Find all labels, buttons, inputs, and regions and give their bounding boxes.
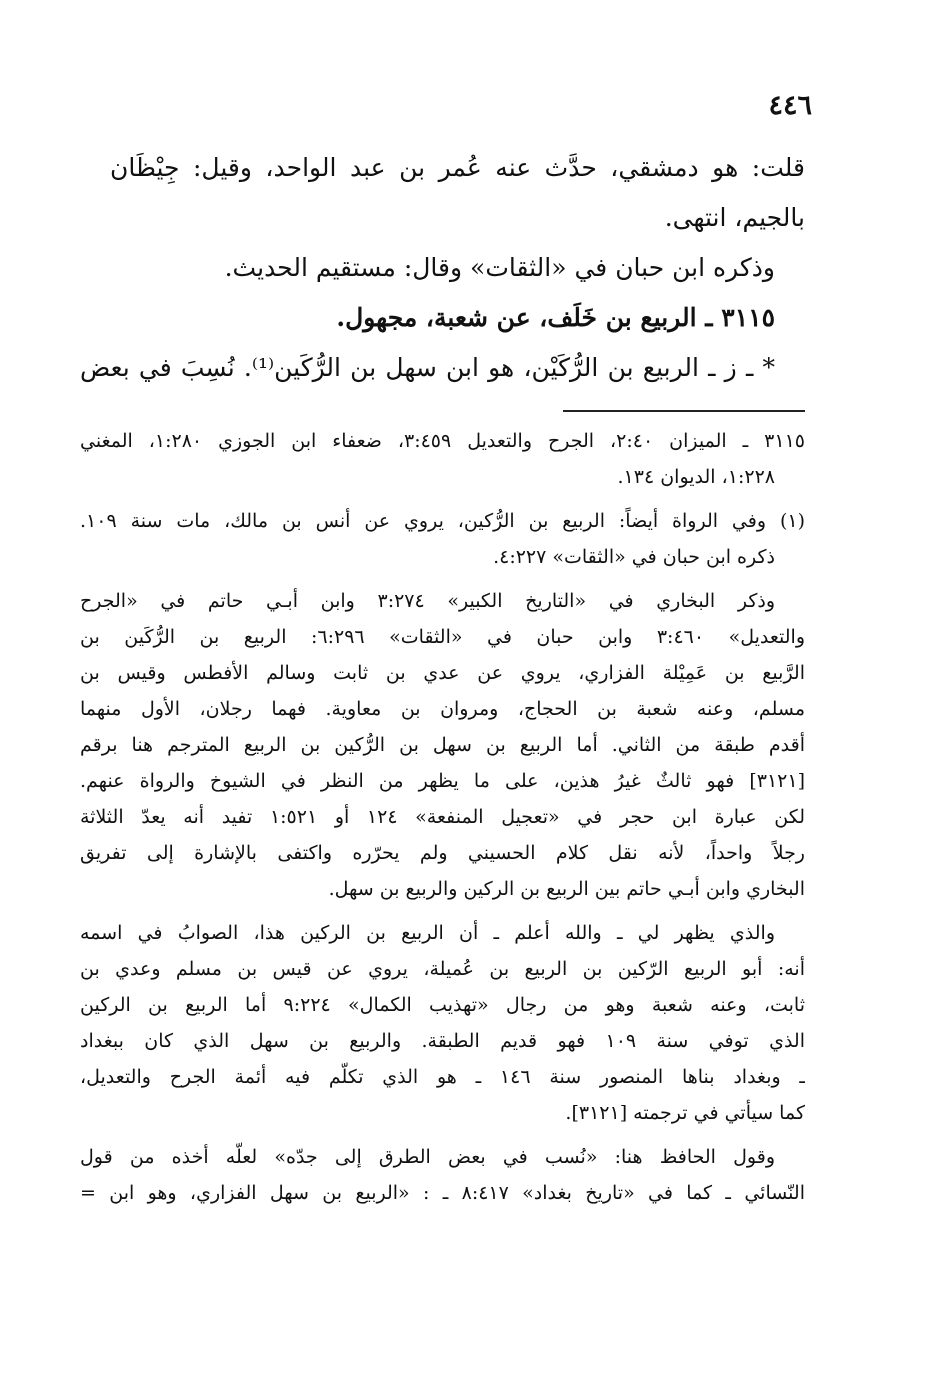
footnote-line: مسلم، وعنه شعبة بن الحجاج، ومروان بن معاوية. فهما رجلان، الأول منهما bbox=[80, 698, 805, 720]
footnote-line: [٣١٢١] فهو ثالثٌ غيرُ هذين، على ما يظهر من النظر في الشيوخ والرواة عنهم. bbox=[80, 770, 805, 792]
footnote-line: ذكره ابن حبان في «الثقات» ٤:٢٢٧. bbox=[493, 546, 775, 568]
footnote-line: كما سيأتي في ترجمته [٣١٢١]. bbox=[565, 1102, 805, 1124]
footnote-line: وذكر البخاري في «التاريخ الكبير» ٣:٢٧٤ وابن أبـي حاتم في «الجرح bbox=[80, 590, 775, 612]
footnote-line: ٣١١٥ ـ الميزان ٢:٤٠، الجرح والتعديل ٣:٤٥٩، ضعفاء ابن الجوزي ١:٢٨٠، المغني bbox=[80, 430, 805, 452]
footnote-separator bbox=[563, 410, 805, 412]
footnote-line: ثابت، وعنه شعبة وهو من رجال «تهذيب الكمال» ٩:٢٢٤ أما الربيع بن الركين bbox=[80, 994, 805, 1016]
footnote-line: لكن عبارة ابن حجر في «تعجيل المنفعة» ١٢٤ أو ١:٥٢١ تفيد أنه يعدّ الثلاثة bbox=[80, 806, 805, 828]
footnote-line: والتعديل» ٣:٤٦٠ وابن حبان في «الثقات» ٦:٢٩٦: الربيع بن الرُّكَين بن bbox=[80, 626, 805, 648]
footnote-line: رجلاً واحداً، لأنه نقل كلام الحسيني ولم يحرّره واكتفى بالإشارة إلى تفريق bbox=[80, 842, 805, 864]
footnote-line: ١:٢٢٨، الديوان ١٣٤. bbox=[617, 466, 775, 488]
footnote-line: (١) وفي الرواة أيضاً: الربيع بن الرُّكين، يروي عن أنس بن مالك، مات سنة ١٠٩. bbox=[80, 510, 805, 532]
main-text-line: بالجيم، انتهى. bbox=[664, 203, 805, 232]
footnote-line: وقول الحافظ هنا: «نُسب في بعض الطرق إلى جدّه» لعلّه أخذه من قول bbox=[80, 1146, 775, 1168]
footnote-line: أنه: أبو الربيع الرّكين بن الربيع بن عُميلة، يروي عن قيس بن مسلم وعدي بن bbox=[80, 958, 805, 980]
footnote-line: الذي توفي سنة ١٠٩ فهو قديم الطبقة. والربيع بن سهل الذي كان ببغداد bbox=[80, 1030, 805, 1052]
footnote-line: النّسائي ـ كما في «تاريخ بغداد» ٨:٤١٧ ـ : «الربيع بن سهل الفزاري، وهو ابن = bbox=[80, 1182, 805, 1204]
main-text-line: وذكره ابن حبان في «الثقات» وقال: مستقيم الحديث. bbox=[224, 253, 775, 282]
main-text-line: قلت: هو دمشقي، حدَّث عنه عُمر بن عبد الواحد، وقيل: جِيْظَان bbox=[110, 153, 805, 182]
footnote-line: البخاري وابن أبـي حاتم بين الربيع بن الركين والربيع بن سهل. bbox=[328, 878, 805, 900]
footnote-line: والذي يظهر لي ـ والله أعلم ـ أن الربيع بن الركين هذا، الصوابُ في اسمه bbox=[80, 922, 775, 944]
footnote-line: الرَّبيع بن عَمِيْلة الفزاري، يروي عن عدي بن ثابت وسالم الأفطس وقيس بن bbox=[80, 662, 805, 684]
entry-heading: ٣١١٥ ـ الربيع بن خَلَف، عن شعبة، مجهول. bbox=[336, 303, 775, 332]
page-number: ٤٤٦ bbox=[768, 90, 812, 121]
footnote-line: أقدم طبقة من الثاني. أما الربيع بن سهل بن الرُّكين بن الربيع المترجم هنا برقم bbox=[80, 734, 805, 756]
footnote-line: ـ وبغداد بناها المنصور سنة ١٤٦ ـ هو الذي تكلّم فيه أئمة الجرح والتعديل، bbox=[80, 1066, 805, 1088]
main-text-line: * ـ ز ـ الربيع بن الرُّكَيْن، هو ابن سهل بن الرُّكَين⁽¹⁾. نُسِبَ في بعض bbox=[80, 353, 775, 382]
